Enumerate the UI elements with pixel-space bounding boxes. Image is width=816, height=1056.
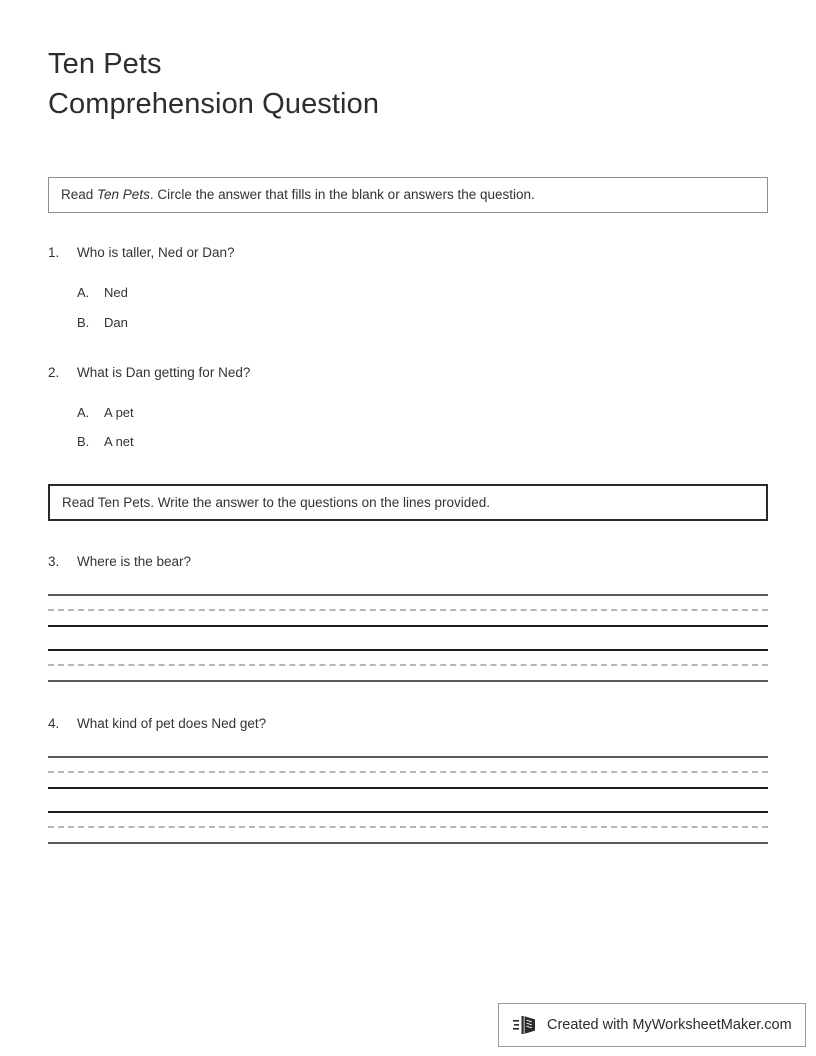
handwriting-row[interactable] <box>48 756 768 799</box>
instruction-suffix: . Circle the answer that fills in the blank or answers the question. <box>149 187 535 202</box>
handwriting-baseline-rule <box>48 625 768 627</box>
handwriting-dashed-rule <box>48 826 768 828</box>
handwriting-dashed-rule <box>48 771 768 773</box>
question-4-number: 4. <box>48 716 60 731</box>
question-2-number: 2. <box>48 365 60 380</box>
handwriting-baseline-rule <box>48 787 768 789</box>
handwriting-dashed-rule <box>48 664 768 666</box>
footer-attribution-text: Created with MyWorksheetMaker.com <box>547 1017 792 1033</box>
question-2-option-a[interactable] <box>77 404 767 422</box>
handwriting-baseline-rule <box>48 842 768 844</box>
question-3-text: Where is the bear? <box>77 554 192 569</box>
question-2-option-a-text: A pet <box>104 405 134 420</box>
question-3-number: 3. <box>48 554 60 569</box>
question-1-option-a-text: Ned <box>104 285 128 300</box>
handwriting-top-rule <box>48 756 768 758</box>
handwriting-row-gap <box>48 637 768 649</box>
handwriting-top-rule <box>48 649 768 651</box>
question-2-option-b[interactable] <box>77 433 767 451</box>
instruction-text-write: Read Ten Pets. Write the answer to the questions on the lines provided. <box>62 494 491 510</box>
question-2-option-a-letter: A. <box>77 405 90 420</box>
question-4 <box>48 715 768 733</box>
question-2-option-b-letter: B. <box>77 434 90 449</box>
handwriting-row[interactable] <box>48 811 768 854</box>
handwriting-dashed-rule <box>48 609 768 611</box>
question-4-text: What kind of pet does Ned get? <box>77 716 267 731</box>
question-1-option-b-text: Dan <box>104 315 128 330</box>
instruction-prefix: Read <box>61 187 98 202</box>
question-1-text: Who is taller, Ned or Dan? <box>77 245 235 260</box>
question-1-option-b-letter: B. <box>77 315 90 330</box>
question-2-option-b-text: A net <box>104 434 134 449</box>
instruction-box-circle <box>48 177 768 213</box>
question-3-answer-lines[interactable] <box>48 594 768 692</box>
question-3 <box>48 553 768 571</box>
question-2 <box>48 364 768 382</box>
question-1-number: 1. <box>48 245 60 260</box>
title-line-1: Ten Pets <box>48 48 162 80</box>
handwriting-row[interactable] <box>48 649 768 692</box>
instruction-box-write <box>48 484 768 521</box>
question-4-answer-lines[interactable] <box>48 756 768 854</box>
question-1 <box>48 244 768 262</box>
handwriting-baseline-rule <box>48 680 768 682</box>
footer-attribution-badge[interactable] <box>498 1003 806 1047</box>
question-1-option-b[interactable] <box>77 314 767 332</box>
question-2-text: What is Dan getting for Ned? <box>77 365 251 380</box>
handwriting-top-rule <box>48 594 768 596</box>
title-line-2: Comprehension Question <box>48 88 380 120</box>
handwriting-row-gap <box>48 799 768 811</box>
handwriting-row[interactable] <box>48 594 768 637</box>
instruction-text-circle <box>49 186 535 204</box>
instruction-emphasis-title: Ten Pets <box>97 187 150 202</box>
page-title <box>48 44 768 124</box>
question-1-option-a-letter: A. <box>77 285 90 300</box>
handwriting-top-rule <box>48 811 768 813</box>
worksheet-maker-logo-icon <box>513 1013 539 1037</box>
question-1-option-a[interactable] <box>77 284 767 302</box>
